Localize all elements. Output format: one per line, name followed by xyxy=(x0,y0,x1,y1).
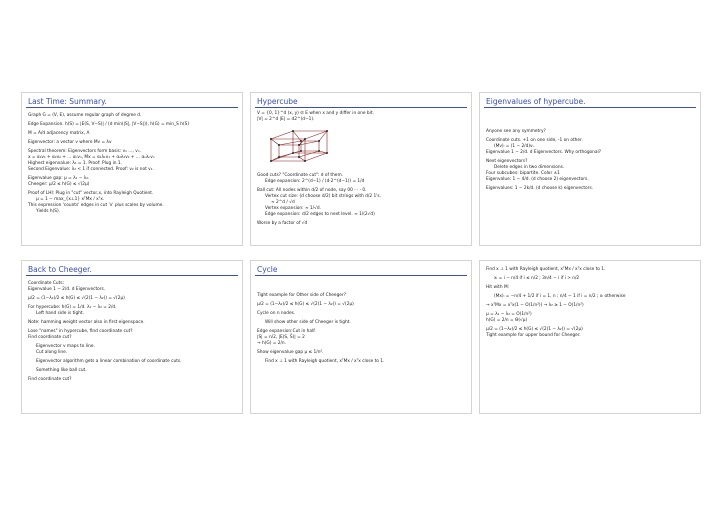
text-line: Eigenvalue 1 − 2/d. d Eigenvectors. xyxy=(28,287,106,292)
title-divider xyxy=(255,107,467,108)
text-line: μ = λ₁ − λ₂ = O(1/n²) xyxy=(486,312,532,317)
slide-cycle-continued xyxy=(479,260,701,414)
text-line: Eigenvector algorithm gets a linear combination of coordinate cuts. xyxy=(36,359,182,364)
text-line: Find coordinate cut? xyxy=(28,335,72,340)
text-line: Second Eigenvalue: λ₂ < 1 if connected. Proof: v₂ is not v₁. xyxy=(28,167,154,172)
text-line: xᵢ = i − n/4 if i ≤ n/2 ; 3n/4 − i if i > n/2 xyxy=(494,276,580,281)
text-line: Edge Expansion. h(S) = |E(S, V−S)| / (d min(|S|, |V−S|)), h(G) = min_S h(S) xyxy=(28,122,190,127)
text-line: → h(G) = 2/n. xyxy=(257,341,286,346)
text-line: Anyone see any symmetry? xyxy=(486,129,546,134)
text-line: Eigenvalues: 1 − 2k/d. (d choose k) eigenvectors. xyxy=(486,186,594,191)
text-line: Cycle on n nodes. xyxy=(257,311,296,316)
text-line: Highest eigenvalue: λ₁ = 1. Proof: Plug in 1. xyxy=(28,161,122,166)
text-line: M = A/d adjacency matrix, A xyxy=(28,131,90,136)
title-divider xyxy=(255,275,467,276)
slide-title: Cycle xyxy=(257,265,278,274)
slide-title: Last Time: Summary. xyxy=(28,97,107,106)
slide-cycle xyxy=(250,260,472,414)
text-line: Eigenvalue 1 − 2/d. d Eigenvectors. Why orthogonal? xyxy=(486,150,602,155)
text-line: Good cuts? "Coordinate cut": d of them. xyxy=(257,173,343,178)
hypercube-graph-figure xyxy=(265,127,335,173)
text-line: Four subcubes: bipartite. Color ±1 xyxy=(486,171,560,176)
slide-body xyxy=(486,129,696,192)
text-line: (Mv)ᵢ = (1 − 2/d)vᵢ. xyxy=(494,144,535,149)
text-line: Tight example for upper bound for Cheeger. xyxy=(486,333,581,338)
slide-body xyxy=(257,293,467,365)
title-divider xyxy=(26,107,238,108)
slide-last-time-summary xyxy=(21,92,243,246)
text-line: V = {0, 1}^d (x, y) ∈ E when x and y differ in one bit. xyxy=(257,111,374,116)
slide-hypercube xyxy=(250,92,472,246)
text-line: μ/2 = (1−λ₂)/2 ≤ h(G) ≤ √(2(1 − λ₂)) = √(2μ) xyxy=(486,327,583,332)
text-line: Something like ball cut. xyxy=(36,368,87,373)
text-line: Graph G = (V, E), assume regular graph of degree d. xyxy=(28,113,142,118)
slide-body-lower xyxy=(257,173,467,227)
text-line: This expression 'counts' edges in cut 'x' plus scales by volume. xyxy=(28,203,164,208)
text-line: Next eigenvectors? xyxy=(486,159,528,164)
text-line: → xᵀMx = xᵀx(1 − O(1/n²)) → λ₂ ≥ 1 − O(1/n²) xyxy=(486,303,584,308)
text-line: μ = 1 − max_{x⊥1} xᵀMx / xᵀx. xyxy=(36,197,105,202)
text-line: Vertex expansion: ≈ 1/√d. xyxy=(265,206,321,211)
text-line: Find x ⊥ 1 with Rayleigh quotient, xᵀMx / xᵀx close to 1. xyxy=(265,359,385,364)
text-line: Yields h(S). xyxy=(36,209,61,214)
text-line: Proof of LHI: Plug in "cut" vector,x, into Rayleigh Quotient. xyxy=(28,191,154,196)
text-line: μ/2 = (1−λ₂)/2 ≤ h(G) ≤ √(2(1 − λ₂)) = √(2μ) xyxy=(257,302,354,307)
text-line: Tight example for Other side of Cheeger? xyxy=(257,293,346,298)
text-line: Coordinate Cuts: xyxy=(28,281,65,286)
text-line: Eigenvector: a vector v where Mv = λv xyxy=(28,140,112,145)
text-line: |V| = 2^d |E| = d2^(d−1). xyxy=(257,117,315,122)
slide-title: Eigenvalues of hypercube. xyxy=(486,97,586,106)
text-line: For hypercube: h(G) = 1/d. λ₁ − λ₂ = 2/d. xyxy=(28,305,117,310)
text-line: Eigenvalue: 1 − 4/d. (d choose 2) eigenvectors. xyxy=(486,177,589,182)
text-line: Will show other side of Cheeger is tight. xyxy=(265,320,351,325)
text-line: Coordinate cuts. +1 on one side, -1 on other. xyxy=(486,138,583,143)
text-line: Spectral theorem: Eigenvectors form basis: v₁ …, vₙ. xyxy=(28,149,141,154)
text-line: Lose "names" in hypercube, find coordinate cut? xyxy=(28,329,133,334)
text-line: x = α₁v₁ + α₂v₂ + … αₙvₙ, Mx = α₁λ₁v₁ + α₂λ₂v₂ + … αₙλₙvₙ xyxy=(28,155,155,160)
text-line: ≈ 2^d / √d xyxy=(271,200,295,205)
slide-body xyxy=(28,113,238,215)
text-line: Cut along line. xyxy=(36,350,68,355)
slide-body xyxy=(28,281,238,383)
title-divider xyxy=(26,275,238,276)
text-line: Eigenvector v maps to line. xyxy=(36,344,95,349)
slide-back-to-cheeger xyxy=(21,260,243,414)
text-line: Left hand side is tight. xyxy=(36,311,84,316)
slide-eigenvalues-hypercube xyxy=(479,92,701,246)
text-line: Worse by a factor of √d xyxy=(257,221,308,226)
text-line: μ/2 = (1−λ₂)/2 ≤ h(G) ≤ √(2(1 − λ₂)) = √(2μ) xyxy=(28,296,125,301)
slide-title: Back to Cheeger. xyxy=(28,265,92,274)
text-line: Show eigenvalue gap μ ≤ 1/n². xyxy=(257,350,324,355)
slide-title: Hypercube xyxy=(257,97,298,106)
title-divider xyxy=(484,107,696,108)
text-line: Find x ⊥ 1 with Rayleigh quotient, xᵀMx / xᵀx close to 1. xyxy=(486,267,606,272)
slide-body xyxy=(257,111,467,123)
text-line: Edge expansion: d/2 edges to next level. ≈ 1/(2√d) xyxy=(265,212,375,217)
text-line: Vertex cut size: (d choose d/2) bit strings with d/2 1's. xyxy=(265,194,381,199)
text-line: Hit with M: xyxy=(486,285,510,290)
text-line: Eigenvalue gap: μ = λ₁ − λ₂. xyxy=(28,176,90,181)
text-line: Find coordinate cut? xyxy=(28,377,72,382)
text-line: Cheeger: μ/2 ≤ h(G) ≤ √(2μ) xyxy=(28,182,90,187)
text-line: (Mx)ᵢ = −n/4 + 1/2 if i = 1, n ; n/4 − 1 if i = n/2 ; xᵢ otherwise xyxy=(494,294,626,299)
text-line: Edge expansion:Cut in half. xyxy=(257,329,316,334)
slide-body xyxy=(486,267,696,339)
text-line: Ball cut: All nodes within d/2 of node, say 00 · · · 0. xyxy=(257,188,367,193)
text-line: Delete edges in two dimensions. xyxy=(494,165,565,170)
text-line: h(G) = 2/n = Θ(√μ) xyxy=(486,318,528,323)
text-line: Edge expansion: 2^(d−1) / (d·2^(d−1)) = 1/d xyxy=(265,179,365,184)
text-line: |S| = n/2, |E(S, S̄)| = 2 xyxy=(257,335,305,340)
text-line: Note: hamming weight vector also in first eigenspace. xyxy=(28,320,145,325)
